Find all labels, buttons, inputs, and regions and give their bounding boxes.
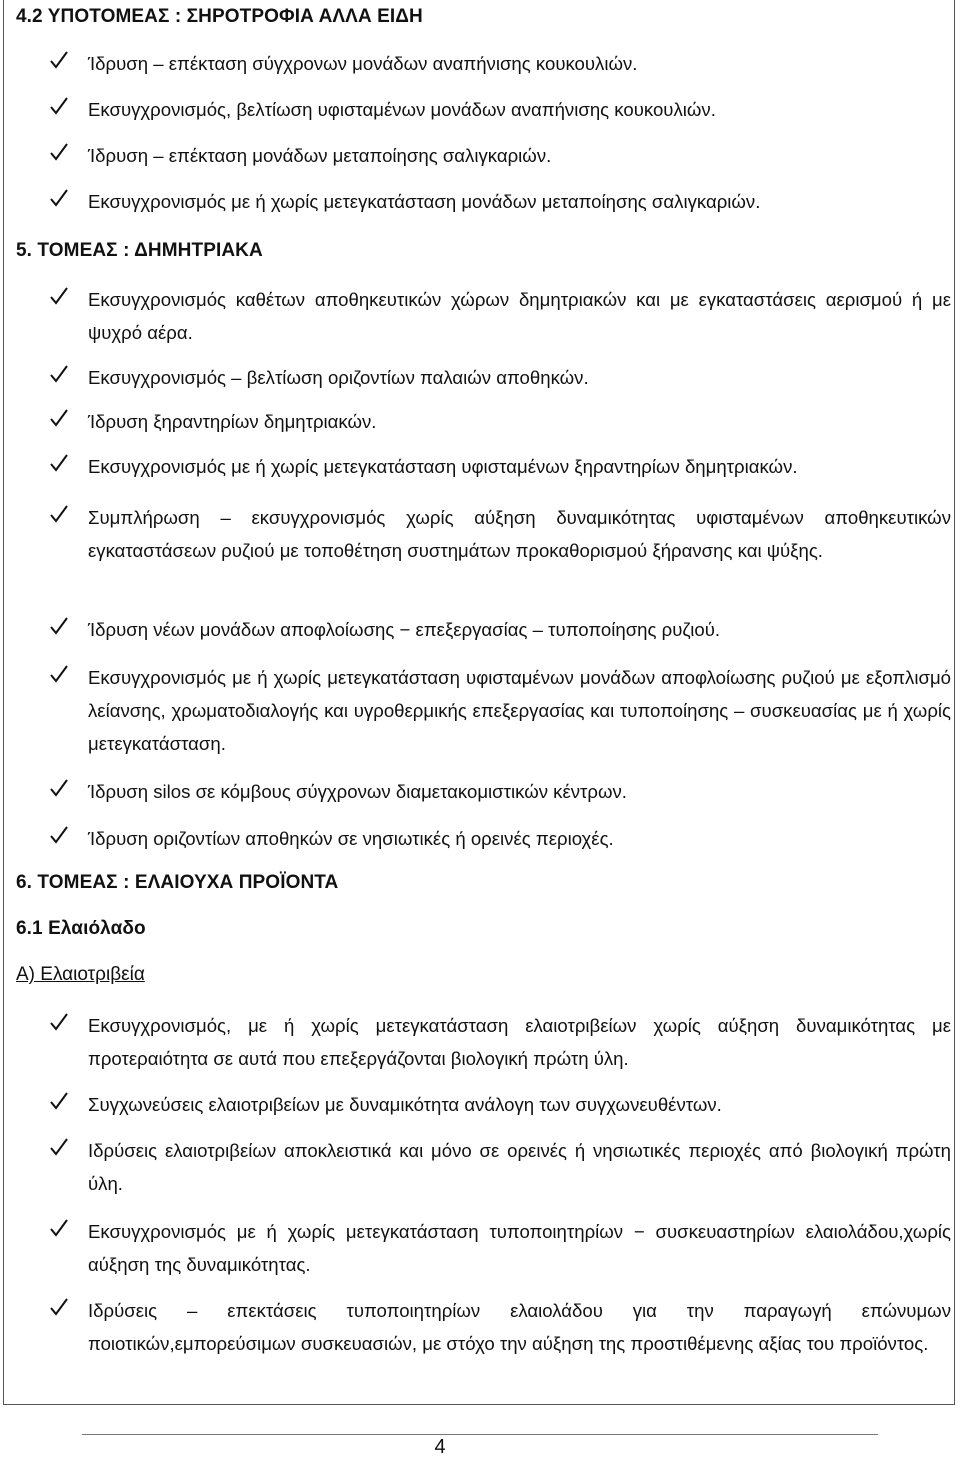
- checkmark-icon: [48, 1011, 70, 1033]
- checkmark-icon: [48, 663, 70, 685]
- checkmark-icon: [48, 363, 70, 385]
- heading-6: 6. ΤΟΜΕΑΣ : ΕΛΑΙΟΥΧΑ ΠΡΟΪΟΝΤΑ: [16, 872, 339, 893]
- checkmark-icon: [48, 407, 70, 429]
- checkmark-icon: [48, 1090, 70, 1112]
- checkmark-icon: [48, 141, 70, 163]
- list-item-text: Εκσυγχρονισμός, βελτίωση υφισταμένων μονάδων αναπήνισης κουκουλιών.: [88, 99, 716, 120]
- list-item-text: Εκσυγχρονισμός με ή χωρίς μετεγκατάσταση υφισταμένων μονάδων αποφλοίωσης ρυζιού με εξοπλισμό λείανσης, χρωματοδιαλογής και υγροθερμικής επεξεργασίας και τυποποίησης – συσκευασίας με ή χωρίς μετεγκατάσταση.: [88, 667, 951, 754]
- list-item-text: Ίδρυση – επέκταση σύγχρονων μονάδων αναπήνισης κουκουλιών.: [88, 53, 638, 74]
- list-item-text: Εκσυγχρονισμός με ή χωρίς μετεγκατάσταση τυποποιητηρίων − συσκευαστηρίων ελαιολάδου,χωρίς αύξηση της δυναμικότητας.: [88, 1221, 951, 1275]
- checkmark-icon: [48, 1217, 70, 1239]
- checkmark-icon: [48, 187, 70, 209]
- footer-divider: [82, 1434, 878, 1435]
- list-item-text: Ιδρύσεις ελαιοτριβείων αποκλειστικά και μόνο σε ορεινές ή νησιωτικές περιοχές από βιολογική πρώτη ύλη.: [88, 1140, 951, 1194]
- list-item-text: Εκσυγχρονισμός με ή χωρίς μετεγκατάσταση υφισταμένων ξηραντηρίων δημητριακών.: [88, 456, 798, 477]
- list-item-text: Εκσυγχρονισμός με ή χωρίς μετεγκατάσταση μονάδων μεταποίησης σαλιγκαριών.: [88, 191, 761, 212]
- list-item-text: Ίδρυση ξηραντηρίων δημητριακών.: [88, 411, 377, 432]
- checkmark-icon: [48, 615, 70, 637]
- list-item-text: Ίδρυση οριζοντίων αποθηκών σε νησιωτικές ή ορεινές περιοχές.: [88, 828, 614, 849]
- checkmark-icon: [48, 285, 70, 307]
- heading-4-2: 4.2 ΥΠΟΤΟΜΕΑΣ : ΣΗΡΟΤΡΟΦΙΑ ΑΛΛΑ ΕΙΔΗ: [16, 6, 423, 27]
- list-item-text: Ίδρυση silos σε κόμβους σύγχρονων διαμετακομιστικών κέντρων.: [88, 781, 627, 802]
- checkmark-icon: [48, 777, 70, 799]
- list-item-text: Εκσυγχρονισμός καθέτων αποθηκευτικών χώρων δημητριακών και με εγκαταστάσεις αερισμού ή με ψυχρό αέρα.: [88, 289, 951, 343]
- list-item-text: Συμπλήρωση – εκσυγχρονισμός χωρίς αύξηση δυναμικότητας υφισταμένων αποθηκευτικών εγκαταστάσεων ρυζιού με τοποθέτηση συστημάτων προκαθορισμού ξήρανσης και ψύξης.: [88, 507, 951, 561]
- heading-6-1: 6.1 Ελαιόλαδο: [16, 918, 146, 939]
- checkmark-icon: [48, 824, 70, 846]
- list-item-text: Ιδρύσεις – επεκτάσεις τυποποιητηρίων ελαιολάδου για την παραγωγή επώνυμων ποιοτικών,εμπορεύσιμων συσκευασιών, με στόχο την αύξηση της προστιθέμενης αξίας του προϊόντος.: [88, 1300, 951, 1354]
- list-item-text: Ίδρυση – επέκταση μονάδων μεταποίησης σαλιγκαριών.: [88, 145, 552, 166]
- checkmark-icon: [48, 452, 70, 474]
- checkmark-icon: [48, 49, 70, 71]
- list-item-text: Εκσυγχρονισμός – βελτίωση οριζοντίων παλαιών αποθηκών.: [88, 367, 589, 388]
- checkmark-icon: [48, 1296, 70, 1318]
- checkmark-icon: [48, 95, 70, 117]
- subheading-a: Α) Ελαιοτριβεία: [16, 964, 145, 985]
- list-item-text: Συγχωνεύσεις ελαιοτριβείων με δυναμικότητα ανάλογη των συγχωνευθέντων.: [88, 1094, 722, 1115]
- heading-5: 5. ΤΟΜΕΑΣ : ΔΗΜΗΤΡΙΑΚΑ: [16, 240, 263, 261]
- list-item-text: Ίδρυση νέων μονάδων αποφλοίωσης − επεξεργασίας – τυποποίησης ρυζιού.: [88, 619, 721, 640]
- checkmark-icon: [48, 1136, 70, 1158]
- page-number: 4: [434, 1436, 446, 1458]
- checkmark-icon: [48, 503, 70, 525]
- list-item-text: Εκσυγχρονισμός, με ή χωρίς μετεγκατάσταση ελαιοτριβείων χωρίς αύξηση δυναμικότητας με προτεραιότητα σε αυτά που επεξεργάζονται βιολογική πρώτη ύλη.: [88, 1015, 951, 1069]
